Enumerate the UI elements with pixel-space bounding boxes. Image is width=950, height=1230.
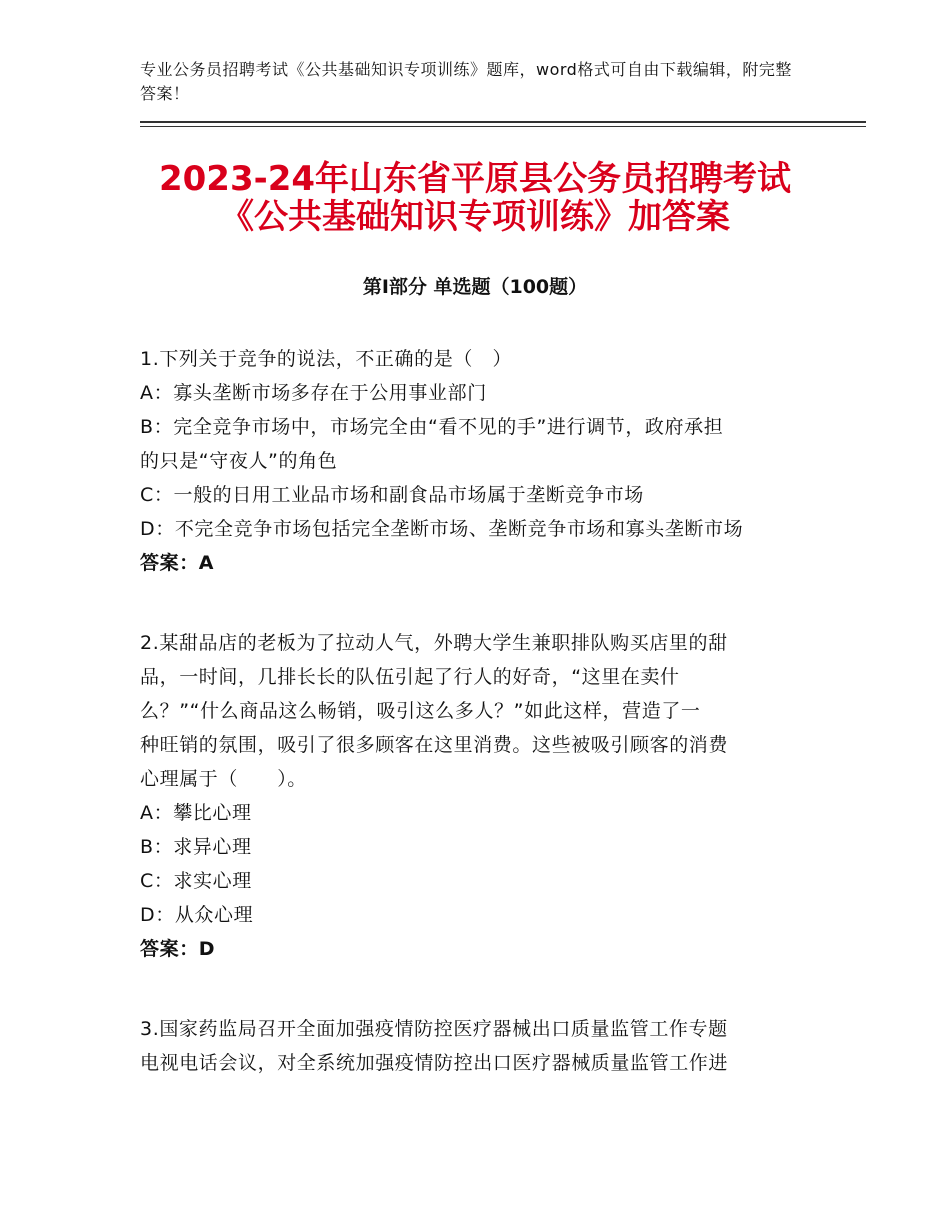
option-d: D：从众心理 [140, 904, 254, 926]
question-3 [140, 1012, 808, 1080]
header-rule-thick [140, 121, 866, 123]
question-stem: 2.某甜品店的老板为了拉动人气，外聘大学生兼职排队购买店里的甜 [140, 632, 728, 654]
question-2 [140, 626, 808, 966]
question-1 [140, 342, 808, 580]
section-heading: 第Ⅰ部分 单选题（100题） [362, 276, 588, 298]
answer: 答案：A [140, 552, 215, 574]
spacer [140, 966, 808, 1012]
option-a: A：攀比心理 [140, 802, 252, 824]
header-note: 专业公务员招聘考试《公共基础知识专项训练》题库，word格式可自由下载编辑，附完整答案！ [140, 60, 792, 103]
header-rule-thin [140, 126, 866, 127]
spacer [140, 580, 808, 626]
question-stem-line: 么？”“什么商品这么畅销，吸引这么多人？”如此这样，营造了一 [140, 700, 701, 722]
option-b: B：完全竞争市场中，市场完全由“看不见的手”进行调节，政府承担 [140, 416, 724, 438]
option-a: A：寡头垄断市场多存在于公用事业部门 [140, 382, 487, 404]
document-title-line1: 2023-24年山东省平原县公务员招聘考试 [158, 159, 792, 199]
option-d: D：不完全竞争市场包括完全垄断市场、垄断竞争市场和寡头垄断市场 [140, 518, 744, 540]
question-stem-line: 电视电话会议，对全系统加强疫情防控出口医疗器械质量监管工作进 [140, 1052, 729, 1074]
option-b: B：求异心理 [140, 836, 252, 858]
option-c: C：一般的日用工业品市场和副食品市场属于垄断竞争市场 [140, 484, 644, 506]
option-c: C：求实心理 [140, 870, 252, 892]
option-b-continued: 的只是“守夜人”的角色 [140, 450, 338, 472]
answer: 答案：D [140, 938, 216, 960]
question-stem-line: 心理属于（ ）。 [140, 768, 307, 790]
question-list [140, 342, 808, 1080]
question-stem: 3.国家药监局召开全面加强疫情防控医疗器械出口质量监管工作专题 [140, 1018, 728, 1040]
question-stem-line: 种旺销的氛围，吸引了很多顾客在这里消费。这些被吸引顾客的消费 [140, 734, 729, 756]
question-stem-line: 品，一时间，几排长长的队伍引起了行人的好奇，“这里在卖什 [140, 666, 680, 688]
document-title-line2: 《公共基础知识专项训练》加答案 [220, 197, 730, 237]
question-stem: 1.下列关于竞争的说法，不正确的是（ ） [140, 348, 513, 370]
